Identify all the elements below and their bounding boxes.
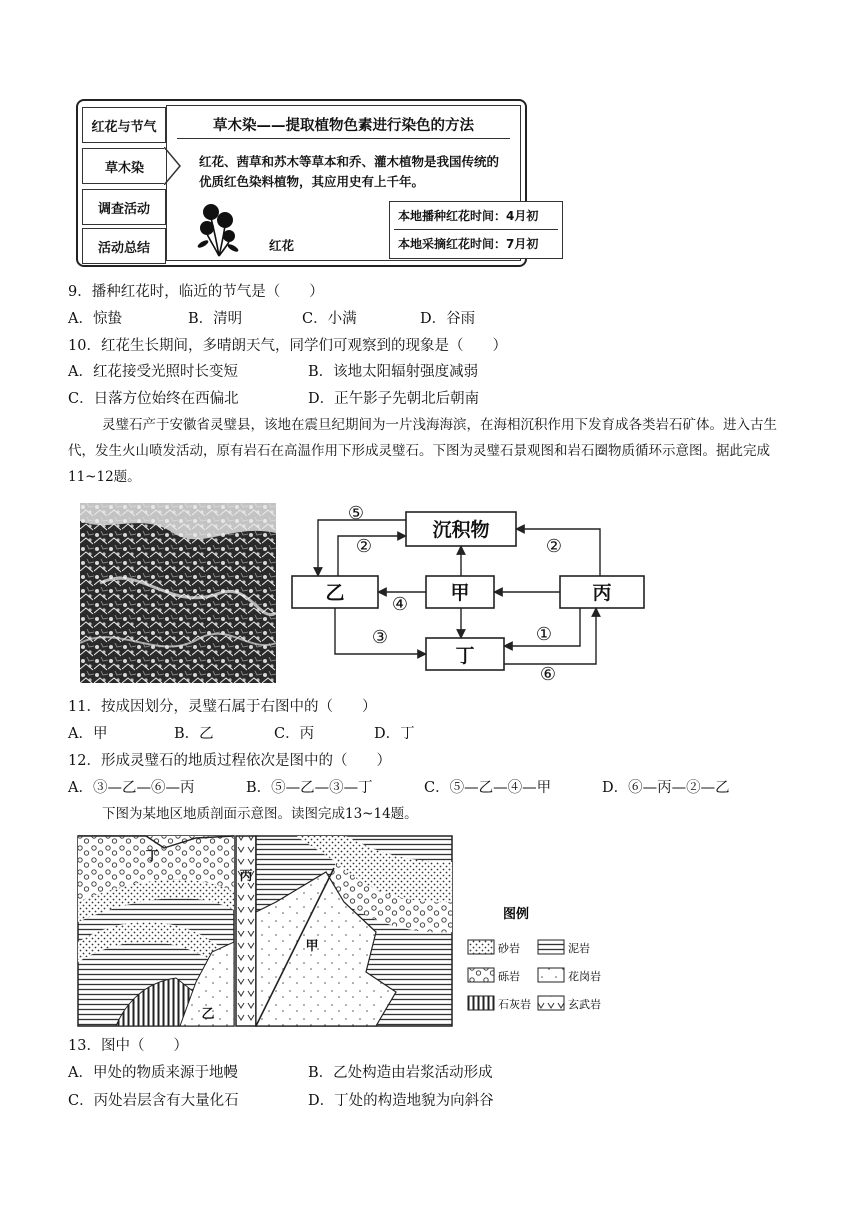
arrow-1: ① <box>535 624 553 645</box>
left-block <box>78 836 234 1026</box>
q10-stem: 10．红花生长期间，多晴朗天气，同学们可观察到的现象是（ ） <box>68 338 507 354</box>
q10-option-d: D．正午影子先朝北后朝南 <box>308 391 480 407</box>
sow-time: 本地播种红花时间：4月初 <box>398 209 539 223</box>
label-yi: 乙 <box>325 582 345 604</box>
legend-conglomerate: 砾岩 <box>498 970 520 983</box>
q10-option-c: C．日落方位始终在西偏北 <box>68 391 239 407</box>
q12-option-a: A．③—乙—⑥—丙 <box>68 780 195 796</box>
tab-festival: 红花与节气 <box>82 107 166 143</box>
arrow-2-left: ② <box>355 536 373 557</box>
legend-title: 图例 <box>502 907 530 922</box>
q9-option-d: D．谷雨 <box>420 311 476 327</box>
basalt-dyke <box>236 836 256 1026</box>
q10-option-b: B．该地太阳辐射强度减弱 <box>308 364 479 380</box>
arrow-5: ⑤ <box>347 503 365 524</box>
arrow-4: ④ <box>391 594 409 615</box>
legend-basalt-swatch <box>538 996 564 1010</box>
q9-option-b: B．清明 <box>188 311 243 327</box>
tab-survey: 调查活动 <box>82 189 166 225</box>
card-title: 草木染——提取植物色素进行染色的方法 <box>213 118 474 134</box>
flower-label: 红花 <box>269 238 295 253</box>
legend-limestone: 石灰岩 <box>498 998 531 1011</box>
q12-stem: 12．形成灵璧石的地质过程依次是图中的（ ） <box>68 753 391 769</box>
legend-basalt: 玄武岩 <box>568 998 601 1011</box>
legend-granite: 花岗岩 <box>568 970 601 983</box>
q11-option-c: C．丙 <box>274 726 315 742</box>
safflower-icon <box>189 198 249 258</box>
legend <box>468 906 601 1011</box>
q13-option-b: B．乙处构造由岩浆活动形成 <box>308 1065 493 1081</box>
q11-stem: 11．按成因划分，灵璧石属于右图中的（ ） <box>68 699 377 715</box>
legend-mudstone: 泥岩 <box>568 942 590 955</box>
label-bing: 丙 <box>592 582 612 604</box>
q12-option-d: D．⑥—丙—②—乙 <box>602 780 730 796</box>
q13-option-a: A．甲处的物质来源于地幔 <box>68 1065 238 1081</box>
tab-summary: 活动总结 <box>82 228 166 264</box>
label-sediment: 沉积物 <box>432 519 490 541</box>
legend-sandstone-swatch <box>468 940 494 954</box>
label-ding: 丁 <box>145 849 159 864</box>
arrow-6: ⑥ <box>539 664 557 685</box>
card-text: 红花、茜草和苏木等草本和乔、灌木植物是我国传统的优质红色染料植物，其应用史有上千年。 <box>199 154 500 189</box>
label-bing: 丙 <box>239 869 253 884</box>
label-ding: 丁 <box>455 645 475 667</box>
arrow-3: ③ <box>371 627 389 648</box>
legend-granite-swatch <box>538 968 564 982</box>
q11-option-d: D．丁 <box>374 726 415 742</box>
q13-option-c: C．丙处岩层含有大量化石 <box>68 1093 239 1109</box>
pick-time: 本地采摘红花时间：7月初 <box>398 237 539 251</box>
q10-option-a: A．红花接受光照时长变短 <box>68 364 238 380</box>
lingbi-stone-photo <box>80 503 276 683</box>
passage-lingbi: 灵璧石产于安徽省灵璧县，该地在震旦纪期间为一片浅海海滨，在海相沉积作用下发育成各类岩石矿体。进入古生代，发生火山喷发活动，原有岩石在高温作用下形成灵璧石。下图为灵璧石景观图和岩石圈物质循环示意图。据此完成11~12题。 <box>68 417 777 485</box>
label-yi: 乙 <box>201 1007 215 1022</box>
legend-conglomerate-swatch <box>468 968 494 982</box>
arrow-2-right: ② <box>545 536 563 557</box>
geologic-section-diagram <box>76 832 616 1030</box>
q9-stem: 9．播种红花时，临近的节气是（ ） <box>68 284 324 300</box>
q9-option-c: C．小满 <box>302 311 357 327</box>
legend-mudstone-swatch <box>538 940 564 954</box>
planting-note <box>389 201 563 259</box>
passage-section: 下图为某地区地质剖面示意图。读图完成13~14题。 <box>102 806 418 822</box>
label-jia: 甲 <box>450 582 470 604</box>
right-block <box>256 836 452 1026</box>
legend-limestone-swatch <box>468 996 494 1010</box>
q11-option-a: A．甲 <box>68 726 108 742</box>
activity-card <box>76 99 539 267</box>
q12-option-c: C．⑤—乙—④—甲 <box>424 780 552 796</box>
label-jia: 甲 <box>305 939 319 954</box>
legend-sandstone: 砂岩 <box>498 942 520 955</box>
card-content <box>166 105 539 261</box>
q12-option-b: B．⑤—乙—③—丁 <box>246 780 373 796</box>
q13-option-d: D．丁处的构造地貌为向斜谷 <box>308 1093 494 1109</box>
q9-option-a: A．惊蛰 <box>68 311 122 327</box>
rock-cycle-diagram <box>288 500 646 686</box>
tab-plant-dye: 草木染 <box>82 148 166 184</box>
q11-option-b: B．乙 <box>174 726 214 742</box>
q13-stem: 13．图中（ ） <box>68 1038 188 1054</box>
title-divider <box>177 138 510 139</box>
